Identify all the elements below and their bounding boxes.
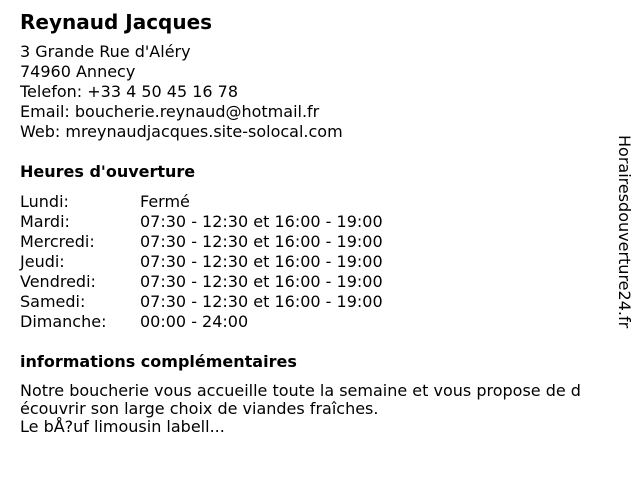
hours-time: 07:30 - 12:30 et 16:00 - 19:00 [140,292,383,311]
business-card [20,10,610,436]
hours-time: 00:00 - 24:00 [140,312,249,331]
hours-row-mercredi [20,232,610,252]
hours-heading: Heures d'ouverture [20,162,196,181]
description-line: écouvrir son large choix de viandes fraîches. [20,399,379,418]
web-line: Web: mreynaudjacques.site-solocal.com [20,122,343,141]
phone-line: Telefon: +33 4 50 45 16 78 [20,82,239,101]
address-city: 74960 Annecy [20,62,136,81]
address-street: 3 Grande Rue d'Aléry [20,42,191,61]
hours-time: Fermé [140,192,190,211]
hours-day: Vendredi: [20,272,96,291]
hours-time: 07:30 - 12:30 et 16:00 - 19:00 [140,212,383,231]
hours-row-jeudi [20,252,610,272]
hours-day: Lundi: [20,192,69,211]
hours-time: 07:30 - 12:30 et 16:00 - 19:00 [140,252,383,271]
hours-row-samedi [20,292,610,312]
description-line: Notre boucherie vous accueille toute la semaine et vous propose de d [20,381,581,400]
site-watermark: Horairesdouverture24.fr [615,135,634,329]
hours-row-vendredi [20,272,610,292]
email-line: Email: boucherie.reynaud@hotmail.fr [20,102,320,121]
hours-list [20,192,610,332]
hours-day: Jeudi: [20,252,65,271]
hours-row-dimanche [20,312,610,332]
info-description [20,382,630,436]
hours-day: Mardi: [20,212,70,231]
hours-day: Dimanche: [20,312,107,331]
hours-row-mardi [20,212,610,232]
hours-day: Samedi: [20,292,86,311]
description-line: Le bÅ?uf limousin labell... [20,417,225,436]
hours-row-lundi [20,192,610,212]
hours-time: 07:30 - 12:30 et 16:00 - 19:00 [140,232,383,251]
hours-day: Mercredi: [20,232,95,251]
info-heading: informations complémentaires [20,352,297,371]
hours-time: 07:30 - 12:30 et 16:00 - 19:00 [140,272,383,291]
business-name: Reynaud Jacques [20,10,213,34]
